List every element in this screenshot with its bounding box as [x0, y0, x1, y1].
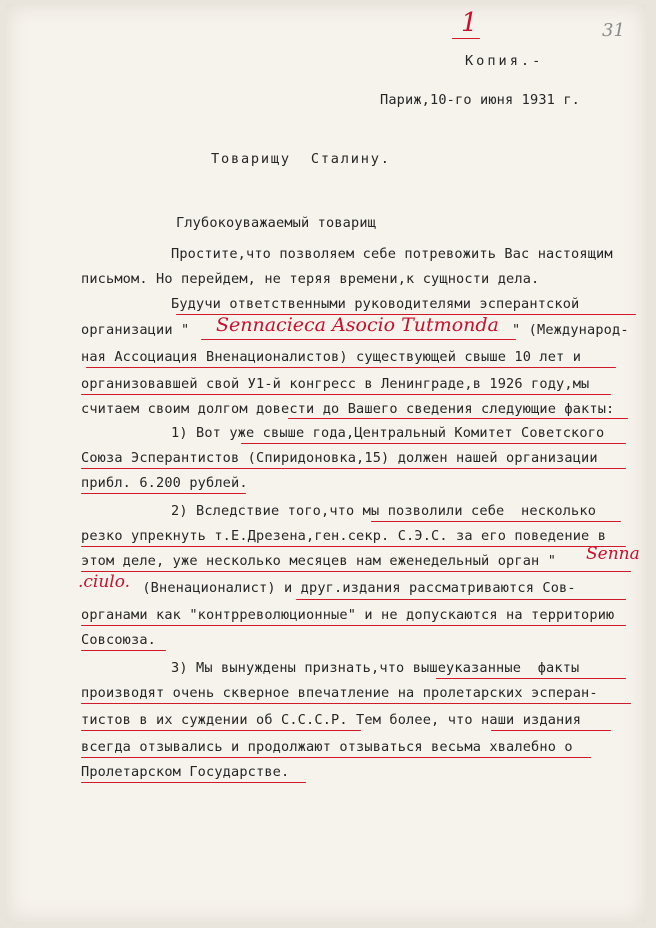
red-underline — [81, 625, 626, 626]
red-underline — [201, 339, 516, 340]
body-line: производят очень скверное впечатление на пролетарских эсперан- — [81, 685, 598, 701]
body-line: этом деле, уже несколько месяцев нам еженедельный орган " — [81, 553, 557, 569]
archive-folio-number: 31 — [602, 20, 625, 41]
addressee: Товарищу Сталину. — [211, 151, 391, 167]
red-underline — [436, 678, 626, 679]
body-line: Пролетарском Государстве. — [81, 764, 290, 780]
body-line: органами как "контрреволюционные" и не допускаются на территорию — [81, 607, 615, 623]
red-underline — [491, 730, 611, 731]
red-underline — [81, 546, 626, 547]
copy-label: Копия.- — [465, 53, 544, 69]
red-underline — [81, 493, 246, 494]
body-line: ная Ассоциация Вненационалистов) существующей свыше 10 лет и — [81, 349, 582, 365]
red-underline — [371, 521, 621, 522]
red-underline — [241, 443, 626, 444]
red-underline — [81, 782, 306, 783]
body-line: Совсоюза. — [81, 632, 157, 648]
red-underline — [81, 703, 631, 704]
red-underline — [86, 367, 616, 368]
body-line: считаем своим долгом довести до Вашего сведения следующие факты: — [81, 401, 615, 417]
red-underline — [288, 418, 628, 419]
body-line: организовавшей свой У1-й конгресс в Ленинграде,в 1926 году,мы — [81, 376, 590, 392]
body-line: тистов в их суждении об С.С.С.Р. Тем более, что наши издания — [81, 712, 582, 728]
body-line: прибл. 6.200 рублей. — [81, 475, 248, 491]
handwritten-paper-name-b: .ciulo. — [78, 572, 131, 592]
page-number-underline — [452, 38, 480, 39]
red-underline — [296, 599, 626, 600]
body-line: " (Международ- — [512, 322, 629, 338]
red-underline — [81, 394, 611, 395]
red-underline — [81, 468, 626, 469]
red-underline — [81, 571, 631, 572]
red-underline — [176, 314, 636, 315]
body-line: всегда отзывались и продолжают отзываться весьма хвалебно о — [81, 739, 573, 755]
red-underline — [81, 650, 166, 651]
body-line: Будучи ответственными руководителями эсперантской — [146, 296, 580, 312]
page-number-mark: 1 — [461, 8, 478, 38]
red-underline — [81, 757, 591, 758]
body-line: резко упрекнуть т.Е.Дрезена,ген.секр. С.Э.С. за его поведение в — [81, 528, 607, 544]
handwritten-org-name: Sennacieca Asocio Tutmonda — [216, 314, 499, 336]
body-line: письмом. Но перейдем, не теряя времени,к сущности дела. — [81, 271, 540, 287]
place-date: Париж,10-го июня 1931 г. — [380, 92, 581, 108]
salutation: Глубокоуважаемый товарищ — [176, 215, 377, 231]
body-line: Простите,что позволяем себе потревожить Вас настоящим — [146, 246, 613, 262]
document-page — [6, 4, 646, 922]
body-line: Союза Эсперантистов (Спиридоновка,15) должен нашей организации — [81, 450, 598, 466]
body-line: 2) Вследствие того,что мы позволили себе несколько — [146, 503, 597, 519]
body-line: (Вненационалист) и друг.издания рассматриваются Сов- — [134, 580, 576, 596]
body-line: 3) Мы вынуждены признать,что вышеуказанные факты — [146, 660, 580, 676]
red-underline — [81, 730, 361, 731]
body-line: 1) Вот уже свыше года,Центральный Комитет Советского — [146, 425, 605, 441]
handwritten-paper-name-a: Senna — [586, 544, 640, 564]
body-line: организации " — [81, 322, 190, 338]
